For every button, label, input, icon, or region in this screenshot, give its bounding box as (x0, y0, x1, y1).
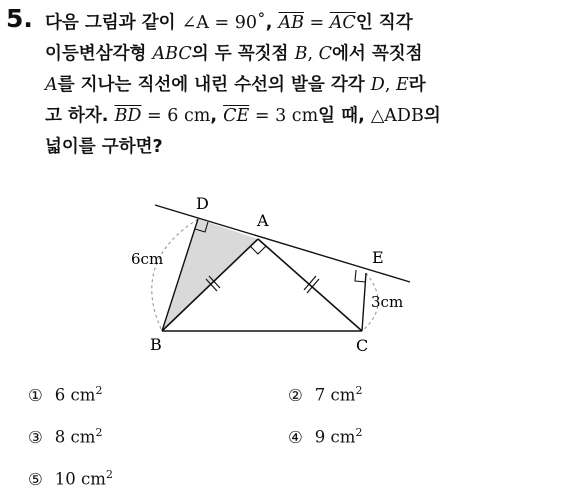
label-d: D (196, 194, 209, 213)
stem-line-1: 다음 그림과 같이 ∠A = 90˚, $\overline{AB} = \overline{AC}$인 직각 (45, 13, 413, 33)
label-c: C (356, 336, 369, 355)
stem-line-4: 고 하자. $\overline{BD} = 6$ cm, $\overline{CE} = 3$ cm일 때, △ADB의 (45, 106, 441, 126)
choice-1[interactable]: ① 6 $cm^2$ (28, 384, 103, 405)
label-b: B (150, 335, 162, 354)
shaded-triangle-adb (162, 219, 258, 331)
stem-line-5: 넓이를 구하면? (45, 137, 163, 157)
question-number: 5. (6, 4, 33, 33)
segment-ac (258, 239, 362, 331)
label-a: A (257, 211, 269, 230)
choice-5[interactable]: ⑤ 10 $cm^2$ (28, 468, 113, 489)
right-angle-mark-a (250, 246, 266, 254)
choice-4[interactable]: ④ 9 $cm^2$ (288, 426, 363, 447)
choice-2[interactable]: ② 7 $cm^2$ (288, 384, 363, 405)
right-angle-mark-e (355, 270, 366, 282)
stem-line-3: A를 지나는 직선에 내린 수선의 발을 각각 D, E라 (45, 75, 426, 95)
choice-3[interactable]: ③ 8 $cm^2$ (28, 426, 103, 447)
label-ce-length: 3cm (371, 293, 404, 311)
label-bd-length: 6cm (131, 250, 164, 268)
label-e: E (372, 248, 384, 267)
stem-line-2: 이등변삼각형 ABC의 두 꼭짓점 B, C에서 꼭짓점 (45, 44, 423, 64)
